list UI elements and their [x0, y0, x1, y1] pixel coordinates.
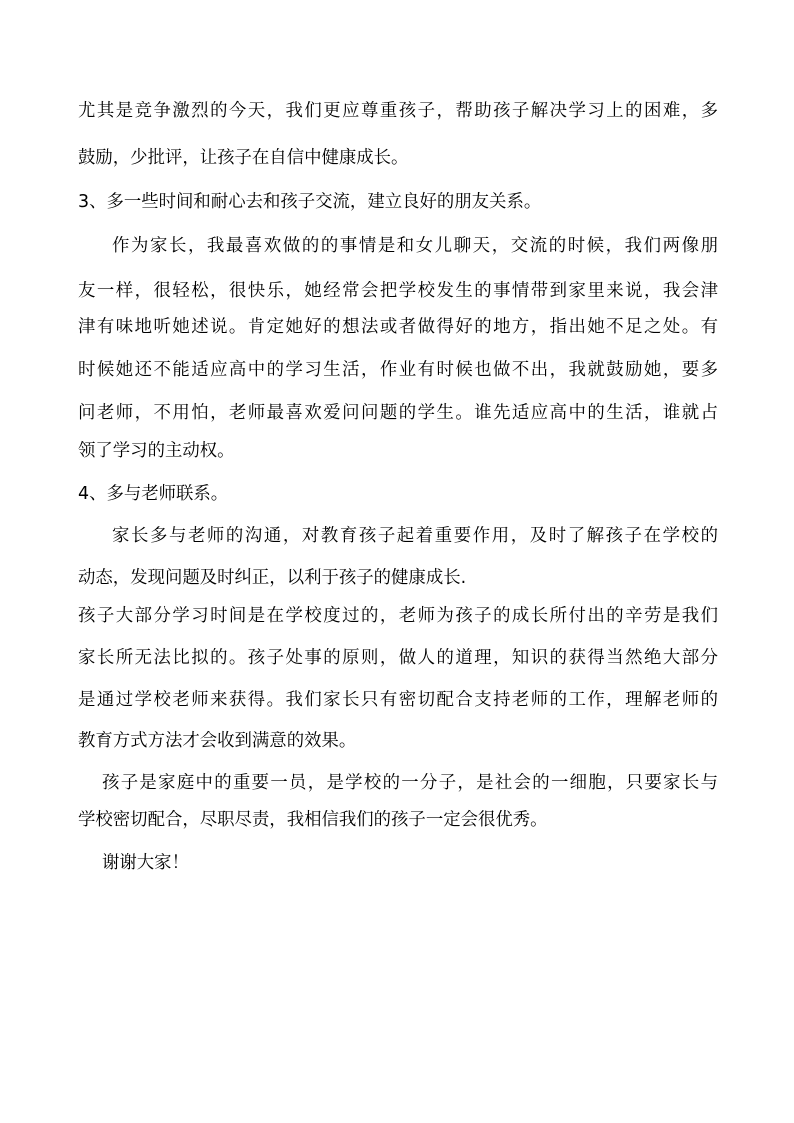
text-line-6: 津有味地听她述说。肯定她好的想法或者做得好的地方，指出她不足之处。有 — [78, 317, 718, 337]
text-line-9: 领了学习的主动权。 — [78, 441, 235, 461]
text-line-15: 是通过学校老师来获得。我们家长只有密切配合支持老师的工作，理解老师的 — [78, 690, 718, 710]
text-line-16: 教育方式方法才会收到满意的效果。 — [78, 731, 357, 751]
text-line-10: 4、多与老师联系。 — [78, 484, 229, 504]
text-line-12: 动态，发现问题及时纠正，以利于孩子的健康成长. — [78, 568, 467, 588]
text-line-4: 作为家长，我最喜欢做的的事情是和女儿聊天，交流的时候，我们两像朋 — [112, 236, 718, 256]
text-line-11: 家长多与老师的沟通，对教育孩子起着重要作用，及时了解孩子在学校的 — [112, 526, 718, 546]
text-line-14: 家长所无法比拟的。孩子处事的原则，做人的道理，知识的获得当然绝大部分 — [78, 648, 718, 668]
text-line-2: 鼓励，少批评，让孩子在自信中健康成长。 — [78, 148, 409, 168]
text-line-19: 谢谢大家！ — [102, 853, 189, 873]
text-line-7: 时候她还不能适应高中的学习生活，作业有时候也做不出，我就鼓励她，要多 — [78, 360, 718, 380]
text-line-18: 学校密切配合，尽职尽责，我相信我们的孩子一定会很优秀。 — [78, 810, 548, 830]
text-line-5: 友一样，很轻松，很快乐，她经常会把学校发生的事情带到家里来说，我会津 — [78, 281, 718, 301]
text-line-3: 3、多一些时间和耐心去和孩子交流，建立良好的朋友关系。 — [78, 192, 542, 212]
text-line-1: 尤其是竞争激烈的今天，我们更应尊重孩子，帮助孩子解决学习上的困难，多 — [78, 101, 718, 121]
text-line-17: 孩子是家庭中的重要一员，是学校的一分子，是社会的一细胞，只要家长与 — [102, 773, 718, 793]
text-line-13: 孩子大部分学习时间是在学校度过的，老师为孩子的成长所付出的辛劳是我们 — [78, 606, 718, 626]
text-line-8: 问老师，不用怕，老师最喜欢爱问问题的学生。谁先适应高中的生活，谁就占 — [78, 403, 718, 423]
